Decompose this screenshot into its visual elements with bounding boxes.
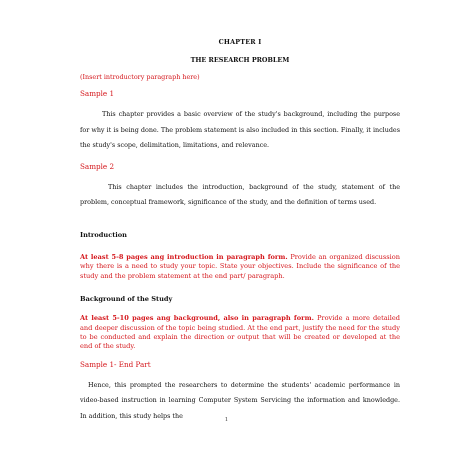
page-number: 1 bbox=[224, 417, 229, 423]
introduction-heading: Introduction bbox=[80, 230, 127, 239]
intro-note: (Insert introductory paragraph here) bbox=[80, 73, 200, 81]
sample-2-label: Sample 2 bbox=[80, 161, 115, 171]
background-heading: Background of the Study bbox=[80, 295, 173, 304]
sample-end-paragraph: Hence, this prompted the researchers to determine the students' academic performance in video-based instruction in learning Computer System Servicing the information and knowledge. In addition, this study helps the bbox=[80, 380, 400, 420]
introduction-bold-instruction: At least 5-8 pages ang introduction in paragraph form. bbox=[80, 252, 288, 261]
sample-2-paragraph: This chapter includes the introduction, background of the study, statement of the problem, conceptual framework, significance of the study, and the definition of terms used. bbox=[80, 182, 400, 207]
background-instruction bbox=[80, 314, 400, 352]
introduction-instruction-text: Provide an organized discussion why there is a need to study your topic. State your objectives. Include the significance of the study and the problem statement at the end part/ paragraph. bbox=[80, 252, 400, 280]
background-instruction-text: Provide a more detailed and deeper discussion of the topic being studied. At the end part, justify the need for the study to be conducted and explain the direction or output that will be created or developed at the end of the study. bbox=[80, 314, 401, 351]
sample-end-label: Sample 1- End Part bbox=[80, 359, 151, 369]
introduction-instruction bbox=[80, 253, 400, 281]
chapter-title: THE RESEARCH PROBLEM bbox=[190, 56, 290, 64]
sample-1-paragraph: This chapter provides a basic overview of the study's background, including the purpose for why it is being done. The problem statement is also included in this section. Finally, it includes the study's scope, delimitation, limitations, and relevance. bbox=[80, 110, 400, 150]
chapter-label: CHAPTER I bbox=[218, 38, 262, 46]
sample-1-label: Sample 1 bbox=[80, 89, 115, 98]
background-bold-instruction: At least 5-10 pages ang background, also in paragraph form. bbox=[80, 314, 314, 323]
